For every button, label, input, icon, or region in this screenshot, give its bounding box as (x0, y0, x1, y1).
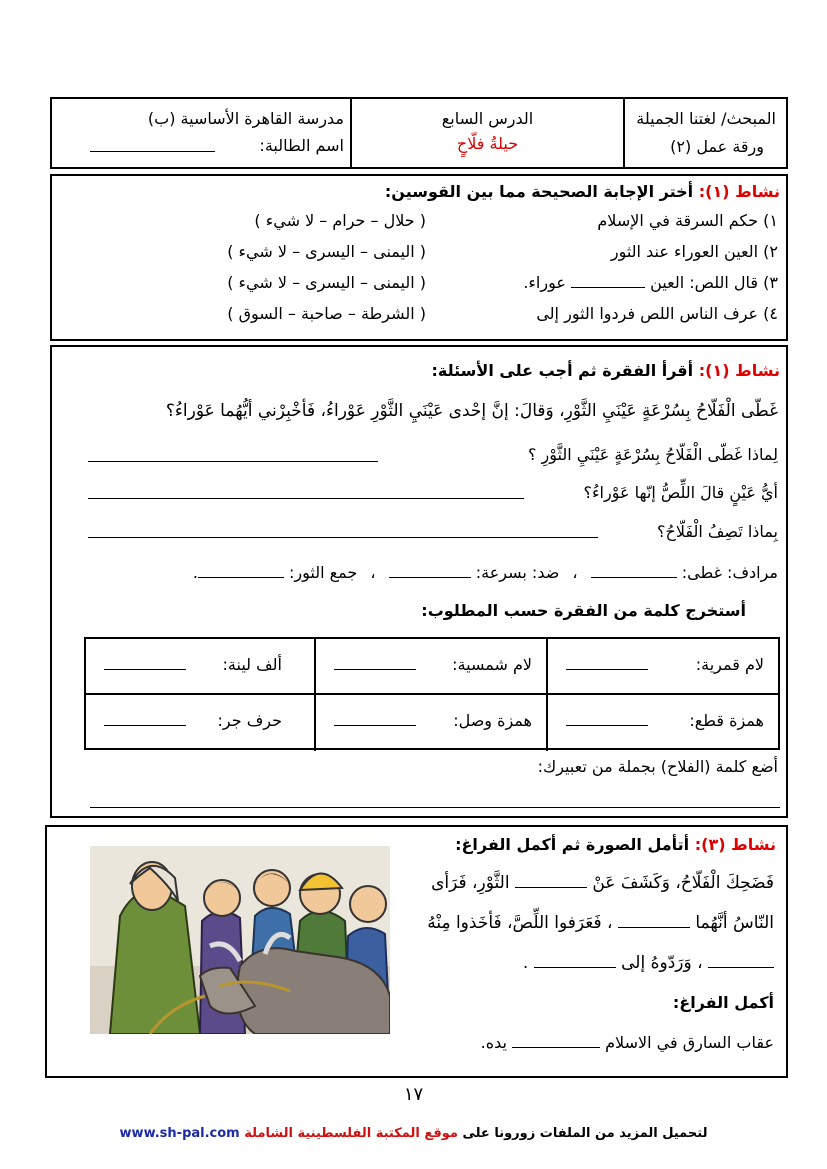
header-school-cell (52, 99, 350, 167)
fill-line-3 (523, 953, 774, 973)
activity-3-heading (455, 835, 776, 854)
vocab-synonym-label: مرادف: غطى: (681, 563, 778, 582)
footer-url[interactable]: www.sh-pal.com (119, 1126, 240, 1141)
vocab-plural-blank[interactable] (198, 577, 284, 578)
page-number: ١٧ (403, 1084, 424, 1105)
mcq-question-1: ١) حكم السرقة في الإسلام (597, 211, 778, 230)
lesson-label: الدرس السابع (441, 109, 534, 128)
mcq-question-4: ٤) عرف الناس اللص فردوا الثور إلى (536, 304, 778, 323)
student-name-label: اسم الطالبة: (259, 136, 344, 155)
header-lesson-cell (350, 99, 623, 167)
complete-title: أكمل الفراغ: (672, 993, 774, 1012)
fill-blank-2[interactable] (618, 927, 690, 928)
school-name: مدرسة القاهرة الأساسية (ب) (147, 109, 344, 128)
footer-text: لتحميل المزيد من الملفات زورونا على (462, 1126, 708, 1141)
illustration-svg (90, 846, 390, 1034)
vocab-separator: ، (572, 563, 578, 582)
fill-line-2-end: ، فَعَرَفوا اللِّصَّ، فَأخَذوا مِنْهُ (427, 913, 613, 933)
sentence-prompt: أضع كلمة (الفلاح) بجملة من تعبيرك: (537, 757, 778, 776)
story-illustration (90, 846, 390, 1034)
vocab-antonym-blank[interactable] (389, 577, 471, 578)
cell-label: همزة قطع: (689, 711, 764, 730)
activity-1-heading (385, 182, 780, 201)
vocab-row: مرادف: غطى: ، ضد: بسرعة: ، جمع الثور: . (192, 563, 778, 582)
question-3: بِماذا تَصِفُ الْفَلّاحُ؟ (657, 522, 778, 541)
complete-line-end: يده. (480, 1033, 507, 1052)
worksheet-label: ورقة عمل (٢) (670, 137, 764, 156)
activity-1-label: نشاط (١): (698, 182, 780, 201)
activity-2-heading (432, 361, 780, 380)
mcq-question-3-suffix: عوراء. (523, 273, 566, 292)
fill-blank-3[interactable] (708, 967, 774, 968)
vocab-synonym-blank[interactable] (591, 577, 677, 578)
table-cell[interactable] (314, 695, 546, 751)
table-cell[interactable] (546, 639, 778, 695)
fill-blank-1[interactable] (515, 887, 587, 888)
mcq-question-3 (523, 273, 778, 292)
activity-2-instruction: أقرأ الفقرة ثم أجب على الأسئلة: (431, 361, 694, 380)
extract-table (84, 637, 780, 750)
cell-blank[interactable] (566, 669, 648, 670)
fill-line-1 (431, 873, 774, 893)
cell-blank[interactable] (334, 669, 416, 670)
activity-1-instruction: أختر الإجابة الصحيحة مما بين القوسين: (384, 182, 694, 201)
complete-line (481, 1033, 774, 1052)
mcq-options-2[interactable]: ( اليمنى – اليسرى – لا شيء ) (227, 242, 426, 261)
cell-label: ألف لينة: (222, 655, 282, 674)
fill-blank-4[interactable] (534, 967, 616, 968)
subject-label: المبحث/ لغتنا الجميلة (636, 109, 776, 128)
vocab-plural-label: جمع الثور: (289, 563, 358, 582)
fill-line-3-end: . (522, 953, 529, 973)
footer-site-name[interactable]: موقع المكتبة الفلسطينية الشاملة (244, 1126, 458, 1141)
sentence-answer-line[interactable] (90, 807, 780, 808)
header-table (50, 97, 788, 169)
cell-blank[interactable] (566, 725, 648, 726)
student-name-field[interactable] (90, 151, 215, 152)
fill-line-3-middle: ، وَرَدّوهُ إلى (621, 953, 703, 973)
fill-line-2 (427, 913, 774, 933)
reading-paragraph: غَطّى الْفَلّاحُ بِسُرْعَةٍ عَيْنَيِ الثَّوْرِ، وَقالَ: إنَّ إحْدى عَيْنَيِ الثَّوْرِ عَوْراءُ، فَأخْبِرْني أيُّهُما عَوْراءُ؟ (165, 401, 778, 421)
activity-1-box (50, 174, 788, 341)
answer-line-3[interactable] (88, 537, 598, 538)
table-cell[interactable] (314, 639, 546, 695)
fill-line-1-start: فَضَحِكَ الْفَلّاحُ، وَكَشَفَ عَنْ (592, 873, 774, 893)
cell-blank[interactable] (334, 725, 416, 726)
mcq-options-3[interactable]: ( اليمنى – اليسرى – لا شيء ) (227, 273, 426, 292)
cell-label: همزة وصل: (453, 711, 532, 730)
vocab-separator: ، (370, 563, 376, 582)
table-cell[interactable] (86, 639, 314, 695)
answer-line-1[interactable] (88, 461, 378, 462)
activity-3-label: نشاط (٣): (694, 835, 776, 854)
complete-blank[interactable] (512, 1047, 600, 1048)
table-cell[interactable] (546, 695, 778, 751)
complete-line-start: عقاب السارق في الاسلام (605, 1033, 774, 1052)
mcq-options-4[interactable]: ( الشرطة – صاحبة – السوق ) (227, 304, 426, 323)
fill-line-2-start: النّاسُ أنَّهُما (695, 913, 774, 933)
activity-3-instruction: أتأمل الصورة ثم أكمل الفراغ: (455, 835, 690, 854)
mcq-blank-3[interactable] (571, 287, 645, 288)
cell-blank[interactable] (104, 725, 186, 726)
table-cell[interactable] (86, 695, 314, 751)
cell-label: حرف جر: (217, 711, 282, 730)
answer-line-2[interactable] (88, 498, 524, 499)
mcq-options-1[interactable]: ( حلال – حرام – لا شيء ) (254, 211, 426, 230)
extract-title: أستخرج كلمة من الفقرة حسب المطلوب: (421, 601, 746, 620)
cell-label: لام قمرية: (695, 655, 764, 674)
question-1: لِماذا غَطّى الْفَلّاحُ بِسُرْعَةٍ عَيْنَيِ الثَّوْرِ ؟ (527, 445, 778, 464)
cell-label: لام شمسية: (452, 655, 532, 674)
question-2: أيُّ عَيْنٍ قالَ اللِّصُّ إنّها عَوْراءُ؟ (583, 483, 778, 502)
cell-blank[interactable] (104, 669, 186, 670)
footer (0, 1126, 827, 1141)
header-subject-cell (623, 99, 786, 167)
activity-2-label: نشاط (١): (698, 361, 780, 380)
fill-line-1-end: الثَّوْرِ، فَرَأى (431, 873, 510, 893)
mcq-question-2: ٢) العين العوراء عند الثور (610, 242, 778, 261)
mcq-question-3-text: ٣) قال اللص: العين (650, 273, 778, 292)
lesson-title: حيلةُ فلّاحٍ (456, 134, 519, 153)
vocab-antonym-label: ضد: بسرعة: (475, 563, 560, 582)
